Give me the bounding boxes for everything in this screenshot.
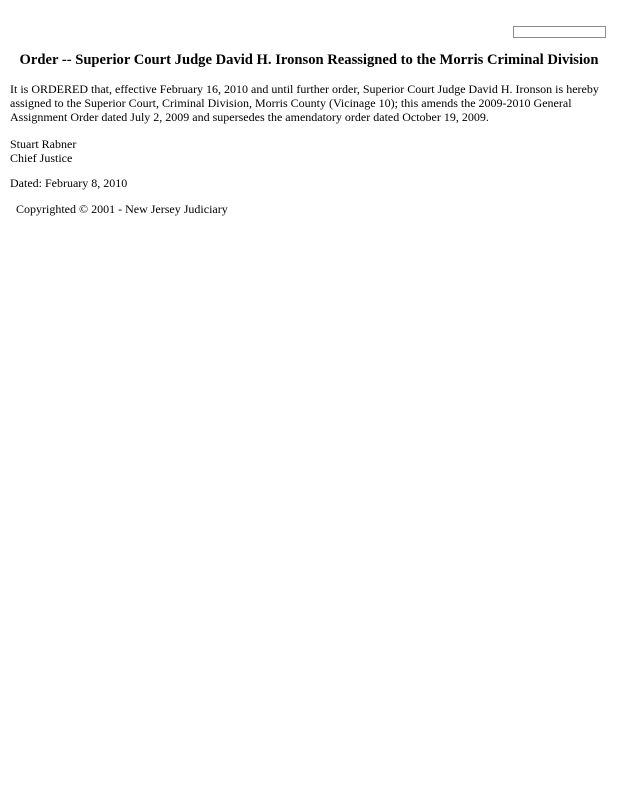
dated-line: Dated: February 8, 2010 (10, 176, 128, 190)
order-body-text: It is ORDERED that, effective February 16, 2010 and until further order, Superior Court Judge David H. Ironson is hereby assigned to the Superior Court, Criminal Division, Morris County (Vicinage 10); this amends the 2009-2010 General Assignment Order dated July 2, 2009 and supersedes the amendatory order dated October 19, 2009. (10, 82, 599, 124)
signer-title: Chief Justice (10, 151, 73, 165)
page-title: Order -- Superior Court Judge David H. Ironson Reassigned to the Morris Criminal Division (19, 52, 599, 68)
signature-block (10, 137, 76, 165)
search-input[interactable] (513, 26, 606, 38)
copyright-notice: Copyrighted © 2001 - New Jersey Judiciary (16, 202, 228, 216)
signer-name: Stuart Rabner (10, 137, 77, 151)
